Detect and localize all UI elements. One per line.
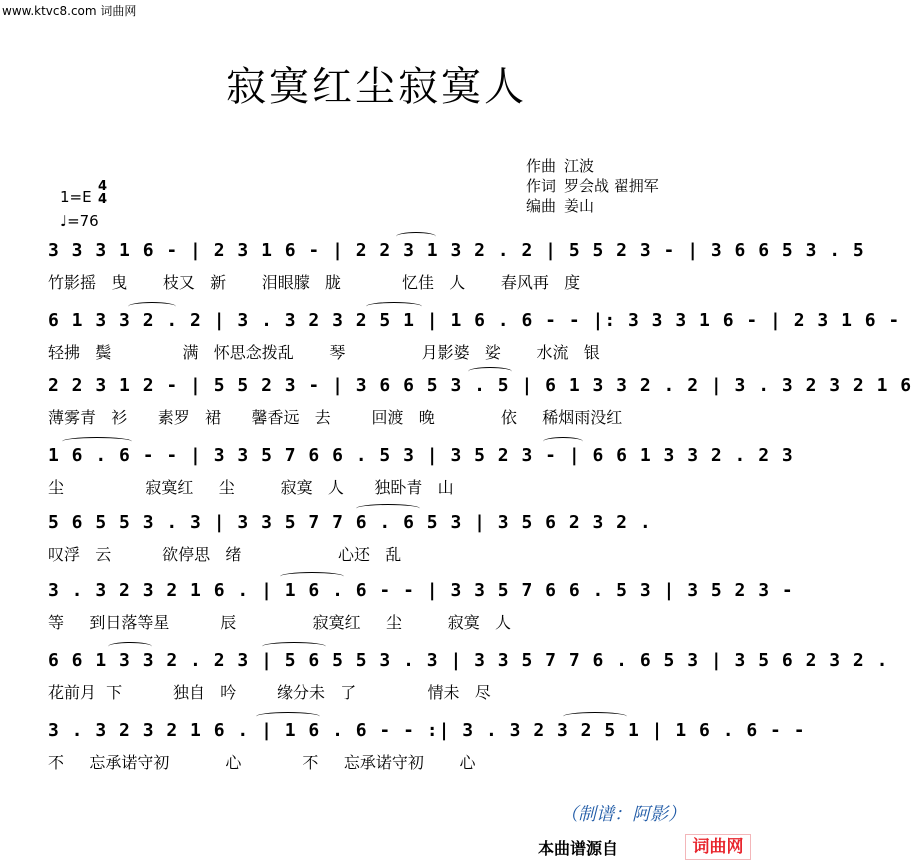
- credit-composer: [526, 155, 602, 176]
- tie-arc: [543, 437, 583, 446]
- notes-line: 5 6 5 5 3 . 3 | 3 3 5 7 7 6 . 6 5 3 | 3 5 6 2 3 2 .: [48, 512, 652, 533]
- transcriber-credit: （制谱：阿影）: [560, 804, 686, 825]
- lyrics-line: 叹浮 云 欲停思 绪 心还 乱: [48, 545, 402, 564]
- page-title: 寂寞红尘寂寞人: [226, 64, 527, 110]
- tie-arc: [366, 302, 422, 311]
- key-signature: 1=E: [60, 188, 92, 206]
- source-label: 本曲谱源自: [538, 839, 619, 858]
- credit-role: 作词: [526, 177, 557, 195]
- lyrics-line: 不 忘承诺守初 心 不 忘承诺守初 心: [48, 753, 476, 772]
- tie-arc: [262, 642, 326, 651]
- notes-line: 3 . 3 2 3 2 1 6 . | 1 6 . 6 - - | 3 3 5 7 6 6 . 5 3 | 3 5 2 3 -: [48, 580, 794, 601]
- tie-arc: [563, 712, 627, 721]
- tie-arc: [62, 437, 132, 446]
- meter-bottom: 4: [98, 192, 108, 207]
- notes-line: 6 6 1 3 3 2 . 2 3 | 5 6 5 5 3 . 3 | 3 3 5 7 7 6 . 6 5 3 | 3 5 6 2 3 2 .: [48, 650, 889, 671]
- lyrics-line: 薄雾青 衫 素罗 裙 馨香远 去 回渡 晚 依 稀烟雨没红: [48, 408, 623, 427]
- tie-arc: [280, 572, 344, 581]
- meter-top: 4: [98, 179, 108, 194]
- credit-arranger: [526, 195, 602, 216]
- notes-line: 2 2 3 1 2 - | 5 5 2 3 - | 3 6 6 5 3 . 5 | 6 1 3 3 2 . 2 | 3 . 3 2 3 2 1 6: [48, 375, 912, 396]
- tie-arc: [108, 642, 152, 651]
- notes-line: 3 3 3 1 6 - | 2 3 1 6 - | 2 2 3 1 3 2 . 2 | 5 5 2 3 - | 3 6 6 5 3 . 5: [48, 240, 865, 261]
- lyrics-line: 等 到日落等星 辰 寂寞红 尘 寂寞 人: [48, 613, 512, 632]
- credit-role: 作曲: [526, 157, 557, 175]
- lyrics-line: 竹影摇 曳 枝又 新 泪眼朦 胧 忆佳 人 春风再 度: [48, 273, 581, 292]
- notes-line: 3 . 3 2 3 2 1 6 . | 1 6 . 6 - - :| 3 . 3 2 3 2 5 1 | 1 6 . 6 - -: [48, 720, 806, 741]
- notes-line: 6 1 3 3 2 . 2 | 3 . 3 2 3 2 5 1 | 1 6 . 6 - - |: 3 3 3 1 6 - | 2 3 1 6 -: [48, 310, 901, 331]
- credit-name: 罗会战 翟拥军: [564, 177, 659, 195]
- credit-role: 编曲: [526, 197, 557, 215]
- tie-arc: [396, 232, 436, 241]
- lyrics-line: 轻拂 鬓 满 怀思念拨乱 琴 月影婆 娑 水流 银: [48, 343, 600, 362]
- tempo-marking: ♩=76: [60, 212, 99, 230]
- tie-arc: [128, 302, 176, 311]
- tie-arc: [256, 712, 320, 721]
- credit-lyricist: [526, 175, 667, 196]
- tie-arc: [468, 367, 512, 376]
- time-signature: [98, 180, 107, 206]
- site-logo[interactable]: 词曲网: [685, 834, 751, 860]
- credit-name: 江波: [564, 157, 595, 175]
- tie-arc: [356, 504, 420, 513]
- lyrics-line: 尘 寂寞红 尘 寂寞 人 独卧青 山: [48, 478, 454, 497]
- credit-name: 姜山: [564, 197, 595, 215]
- watermark-text: www.ktvc8.com 词曲网: [2, 4, 137, 18]
- lyrics-line: 花前月 下 独自 吟 缘分未 了 情未 尽: [48, 683, 491, 702]
- notes-line: 1 6 . 6 - - | 3 3 5 7 6 6 . 5 3 | 3 5 2 3 - | 6 6 1 3 3 2 . 2 3: [48, 445, 794, 466]
